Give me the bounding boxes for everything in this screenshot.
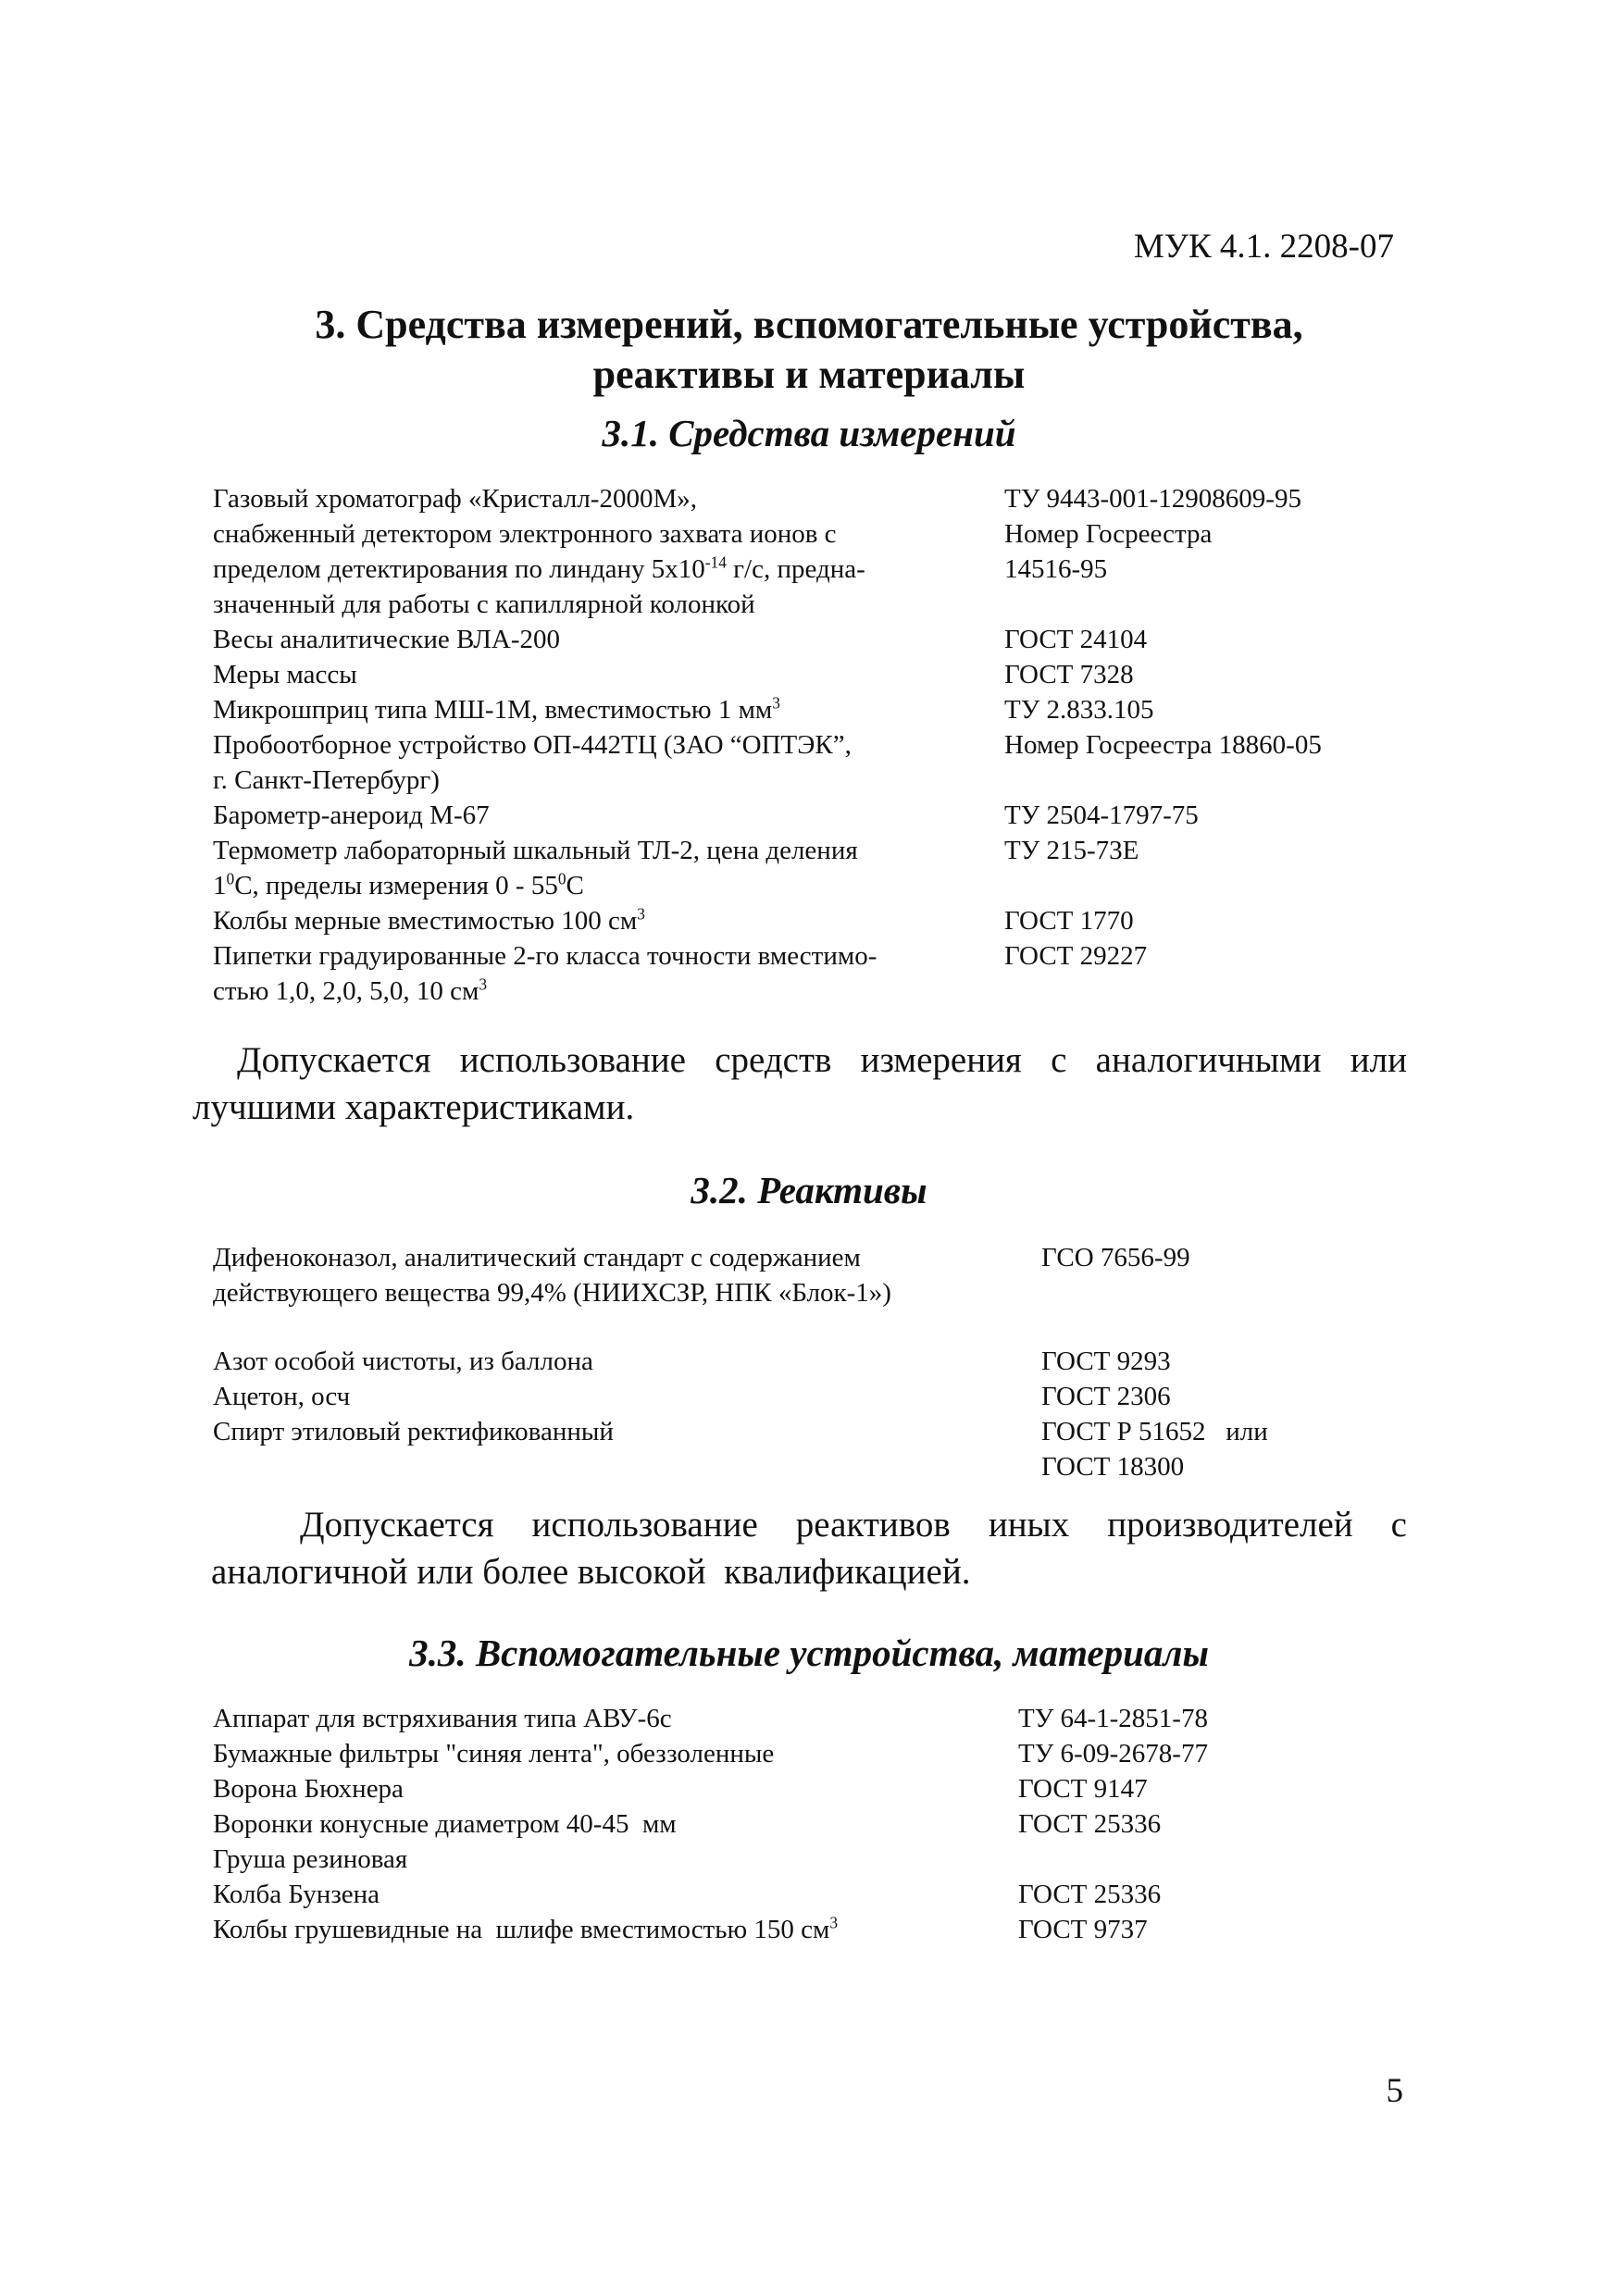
item-name: Ворона Бюхнера xyxy=(213,1774,404,1804)
item-standard: ГОСТ 7328 xyxy=(1004,660,1134,689)
subsection-title-3-1: 3.1. Средства измерений xyxy=(602,412,1016,454)
item-standard: ГОСТ 9737 xyxy=(1018,1915,1148,1944)
item-standard: Номер Госреестра xyxy=(1004,519,1213,549)
item-standard: Номер Госреестра 18860-05 xyxy=(1004,730,1322,760)
item-name: Воронки конусные диаметром 40-45 мм xyxy=(213,1809,677,1839)
note-line: аналогичной или более высокой квалификацией. xyxy=(211,1552,971,1592)
item-standard: ТУ 64-1-2851-78 xyxy=(1018,1704,1208,1733)
item-name: Пипетки градуированные 2-го класса точности вместимо- xyxy=(213,941,877,971)
subsection-title-3-2: 3.2. Реактивы xyxy=(691,1169,927,1211)
item-name: Спирт этиловый ректификованный xyxy=(213,1417,614,1446)
subsection-title-3-3: 3.3. Вспомогательные устройства, материалы xyxy=(409,1632,1209,1674)
note-line: лучшими характеристиками. xyxy=(193,1087,635,1127)
item-name: Бумажные фильтры "синяя лента", обеззоленные xyxy=(213,1739,775,1769)
item-name: Барометр-анероид М-67 xyxy=(213,800,490,830)
note-paragraph-3-1 xyxy=(193,1036,1407,1131)
item-standard: ГОСТ 9147 xyxy=(1018,1774,1148,1804)
document-code: МУК 4.1. 2208-07 xyxy=(1133,228,1394,266)
reagents-list xyxy=(213,1240,1416,1499)
item-standard: ГОСТ 9293 xyxy=(1041,1347,1171,1376)
item-standard: ТУ 2504-1797-75 xyxy=(1004,800,1199,830)
item-standard: ГОСТ 29227 xyxy=(1004,941,1148,971)
auxiliary-devices-list xyxy=(213,1701,1416,1960)
item-name: значенный для работы с капиллярной колонкой xyxy=(213,590,755,619)
item-name: Весы аналитические ВЛА-200 xyxy=(213,625,561,654)
note-line: Допускается использование средств измерения с аналогичными или xyxy=(237,1040,1407,1080)
item-standard: ТУ 6-09-2678-77 xyxy=(1018,1739,1208,1769)
item-standard: ГОСТ 25336 xyxy=(1018,1809,1162,1839)
item-name: Аппарат для встряхивания типа АВУ-6с xyxy=(213,1704,672,1733)
item-name: Азот особой чистоты, из баллона xyxy=(213,1347,593,1376)
item-name: Ацетон, осч xyxy=(213,1382,351,1411)
item-name: Колбы мерные вместимостью 100 $см^3$ xyxy=(213,904,645,936)
item-standard: ТУ 2.833.105 xyxy=(1004,695,1154,725)
item-standard: ТУ 9443-001-12908609-95 xyxy=(1004,484,1301,514)
item-standard: ГОСТ 2306 xyxy=(1041,1382,1171,1411)
item-standard: ГОСТ 18300 xyxy=(1041,1452,1185,1482)
item-name: Колбы грушевидные на шлифе вместимостью 150 $см^3$ xyxy=(213,1913,839,1944)
item-name: снабженный детектором электронного захвата ионов с xyxy=(213,519,837,549)
item-name: пределом детектирования по линдану $5х10^{-14}$ г/с, предна- xyxy=(213,552,865,584)
item-name: г. Санкт-Петербург) xyxy=(213,765,440,795)
item-name: Меры массы xyxy=(213,660,357,689)
item-standard: ГОСТ 24104 xyxy=(1004,625,1148,654)
item-name: $1^0С$, пределы измерения $0 - 55^0С$ xyxy=(213,869,584,900)
item-name: Пробоотборное устройство ОП-442ТЦ (ЗАО “ОПТЭК”, xyxy=(213,730,852,760)
item-standard: ГОСТ 1770 xyxy=(1004,906,1134,936)
note-paragraph-3-2 xyxy=(211,1501,1407,1595)
item-name: Груша резиновая xyxy=(213,1844,408,1874)
note-line: Допускается использование реактивов иных производителей с xyxy=(300,1505,1407,1545)
item-name: Газовый хроматограф «Кристалл-2000М», xyxy=(213,484,697,514)
section-title-line2: реактивы и материалы xyxy=(592,352,1026,397)
item-standard: ГОСТ 25336 xyxy=(1018,1880,1162,1909)
item-name: действующего вещества 99,4% (НИИХСЗР, НПК «Блок-1») xyxy=(213,1278,891,1308)
item-standard: ТУ 215-73Е xyxy=(1004,836,1139,865)
item-standard: 14516-95 xyxy=(1004,554,1108,584)
page-number: 5 xyxy=(1386,2072,1403,2110)
item-name: Колба Бунзена xyxy=(213,1880,380,1909)
item-name: Термометр лабораторный шкальный ТЛ-2, цена деления xyxy=(213,836,858,865)
item-standard: ГОСТ Р 51652 или xyxy=(1041,1417,1268,1446)
item-name: стью 1,0, 2,0, 5,0, 10 $см^3$ xyxy=(213,974,488,1006)
item-name: Дифеноконазол, аналитический стандарт с содержанием xyxy=(213,1243,861,1272)
section-title-line1: 3. Средства измерений, вспомогательные устройства, xyxy=(315,302,1303,347)
item-standard: ГСО 7656-99 xyxy=(1041,1243,1190,1272)
item-name: Микрошприц типа МШ-1М, вместимостью 1 $мм^3$ xyxy=(213,693,780,725)
measurement-instruments-list xyxy=(213,481,1416,1018)
